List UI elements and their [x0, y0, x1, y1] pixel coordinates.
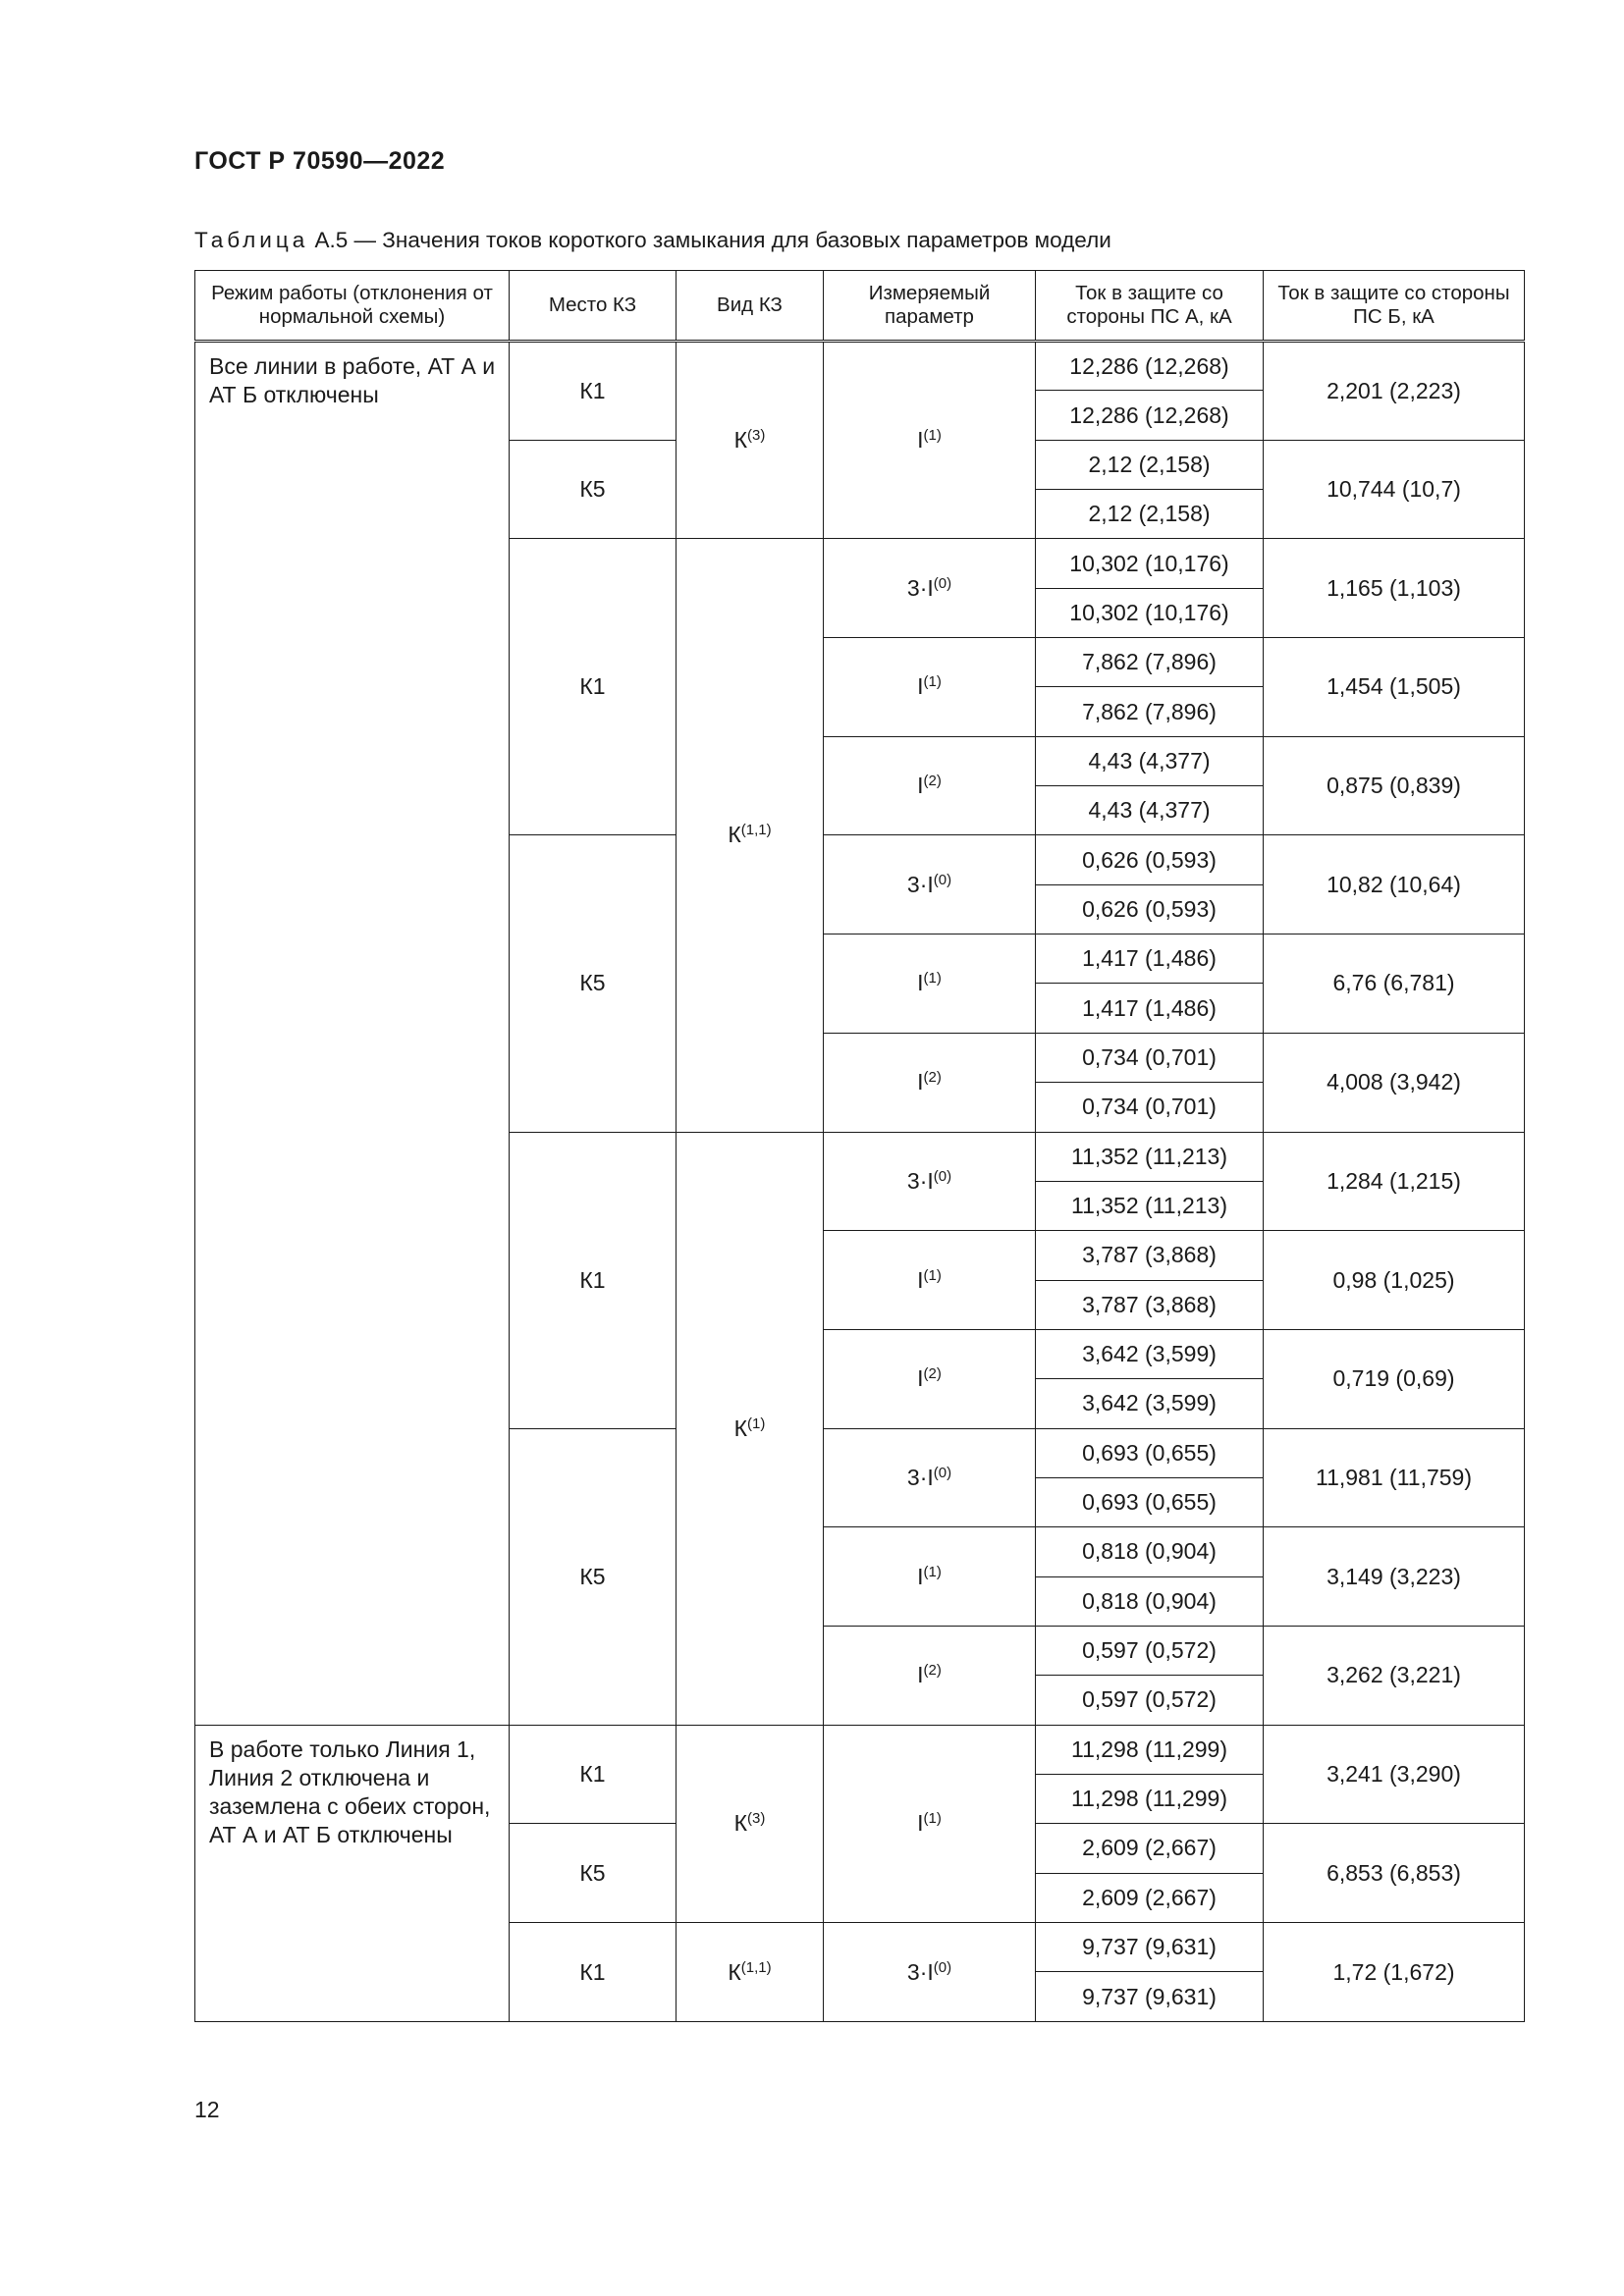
current-b-cell: 3,241 (3,290): [1264, 1725, 1525, 1824]
current-a-cell: 4,43 (4,377): [1036, 786, 1264, 835]
param-cell: $3\cdot I^{(0)}$: [824, 1132, 1036, 1231]
current-a-cell: 1,417 (1,486): [1036, 934, 1264, 984]
param-cell: $I^{(2)}$: [824, 736, 1036, 835]
place-cell: К1: [510, 1725, 677, 1824]
current-a-cell: 0,693 (0,655): [1036, 1428, 1264, 1477]
kind-cell: $К^{(1)}$: [677, 1132, 824, 1725]
current-a-cell: 3,642 (3,599): [1036, 1329, 1264, 1378]
table-caption-text: — Значения токов короткого замыкания для базовых параметров модели: [353, 228, 1111, 252]
current-a-cell: 2,12 (2,158): [1036, 490, 1264, 539]
current-a-cell: 0,818 (0,904): [1036, 1576, 1264, 1626]
current-a-cell: 0,734 (0,701): [1036, 1083, 1264, 1132]
param-cell: $3\cdot I^{(0)}$: [824, 1428, 1036, 1527]
current-b-cell: 6,76 (6,781): [1264, 934, 1525, 1034]
kind-cell: $К^{(3)}$: [677, 342, 824, 539]
table-caption-number: А.5: [314, 228, 349, 252]
table-caption-label: Таблица: [194, 228, 309, 252]
param-cell: $3\cdot I^{(0)}$: [824, 539, 1036, 638]
param-cell: $I^{(2)}$: [824, 1626, 1036, 1725]
param-cell: $I^{(1)}$: [824, 638, 1036, 737]
short-circuit-table: [194, 270, 1525, 2022]
current-a-cell: 9,737 (9,631): [1036, 1923, 1264, 1972]
current-a-cell: 10,302 (10,176): [1036, 588, 1264, 637]
table-header-row: [195, 271, 1525, 342]
current-b-cell: 10,82 (10,64): [1264, 835, 1525, 934]
current-b-cell: 0,98 (1,025): [1264, 1231, 1525, 1330]
current-a-cell: 4,43 (4,377): [1036, 736, 1264, 785]
current-a-cell: 3,787 (3,868): [1036, 1280, 1264, 1329]
header-current-a: Ток в защите со стороны ПС А, кА: [1036, 271, 1264, 342]
current-b-cell: 11,981 (11,759): [1264, 1428, 1525, 1527]
mode-cell: Все линии в работе, АТ А и АТ Б отключены: [195, 342, 510, 1726]
current-a-cell: 3,642 (3,599): [1036, 1379, 1264, 1428]
current-b-cell: 1,165 (1,103): [1264, 539, 1525, 638]
param-cell: $I^{(1)}$: [824, 1231, 1036, 1330]
kind-cell: К$^{(1,1)}$: [677, 539, 824, 1132]
param-cell: $3\cdot I^{(0)}$: [824, 1923, 1036, 2022]
current-a-cell: 11,298 (11,299): [1036, 1725, 1264, 1774]
place-cell: К5: [510, 440, 677, 539]
current-a-cell: 12,286 (12,268): [1036, 391, 1264, 440]
header-mode: Режим работы (отклонения от нормальной схемы): [195, 271, 510, 342]
current-b-cell: 4,008 (3,942): [1264, 1033, 1525, 1132]
current-b-cell: 0,875 (0,839): [1264, 736, 1525, 835]
current-b-cell: 3,149 (3,223): [1264, 1527, 1525, 1627]
kind-cell: $К^{(3)}$: [677, 1725, 824, 1922]
current-b-cell: 2,201 (2,223): [1264, 342, 1525, 441]
current-a-cell: 0,734 (0,701): [1036, 1033, 1264, 1082]
current-b-cell: 10,744 (10,7): [1264, 440, 1525, 539]
place-cell: К5: [510, 835, 677, 1132]
current-a-cell: 0,626 (0,593): [1036, 835, 1264, 884]
table-row: [195, 1725, 1525, 1774]
param-cell: $3\cdot I^{(0)}$: [824, 835, 1036, 934]
param-cell: $I^{(1)}$: [824, 1725, 1036, 1922]
current-a-cell: 0,818 (0,904): [1036, 1527, 1264, 1576]
place-cell: К5: [510, 1824, 677, 1923]
current-a-cell: 7,862 (7,896): [1036, 638, 1264, 687]
page-number: 12: [194, 2097, 220, 2122]
param-cell: $I^{(1)}$: [824, 1527, 1036, 1627]
current-a-cell: 11,352 (11,213): [1036, 1181, 1264, 1230]
place-cell: К5: [510, 1428, 677, 1725]
table-caption: [194, 228, 1111, 253]
current-a-cell: 1,417 (1,486): [1036, 984, 1264, 1033]
current-a-cell: 2,609 (2,667): [1036, 1873, 1264, 1922]
current-a-cell: 0,597 (0,572): [1036, 1626, 1264, 1675]
place-cell: К1: [510, 539, 677, 835]
param-cell: $I^{(1)}$: [824, 342, 1036, 539]
current-a-cell: 3,787 (3,868): [1036, 1231, 1264, 1280]
current-a-cell: 12,286 (12,268): [1036, 342, 1264, 391]
current-b-cell: 1,72 (1,672): [1264, 1923, 1525, 2022]
place-cell: К1: [510, 1923, 677, 2022]
current-a-cell: 11,352 (11,213): [1036, 1132, 1264, 1181]
header-current-b: Ток в защите со стороны ПС Б, кА: [1264, 271, 1525, 342]
document-header: ГОСТ Р 70590—2022: [194, 147, 446, 175]
current-a-cell: 0,626 (0,593): [1036, 884, 1264, 934]
param-cell: $I^{(1)}$: [824, 934, 1036, 1034]
param-cell: $I^{(2)}$: [824, 1033, 1036, 1132]
param-cell: $I^{(2)}$: [824, 1329, 1036, 1428]
current-b-cell: 1,454 (1,505): [1264, 638, 1525, 737]
current-b-cell: 3,262 (3,221): [1264, 1626, 1525, 1725]
header-place: Место КЗ: [510, 271, 677, 342]
kind-cell: К$^{(1,1)}$: [677, 1923, 824, 2022]
current-a-cell: 0,693 (0,655): [1036, 1477, 1264, 1526]
header-kind: Вид КЗ: [677, 271, 824, 342]
current-a-cell: 10,302 (10,176): [1036, 539, 1264, 588]
current-a-cell: 9,737 (9,631): [1036, 1972, 1264, 2022]
current-b-cell: 1,284 (1,215): [1264, 1132, 1525, 1231]
place-cell: К1: [510, 342, 677, 441]
current-b-cell: 6,853 (6,853): [1264, 1824, 1525, 1923]
mode-cell: В работе только Линия 1, Линия 2 отключена и заземлена с обеих сторон, АТ А и АТ Б отключены: [195, 1725, 510, 2021]
place-cell: К1: [510, 1132, 677, 1428]
header-param: Измеряемый параметр: [824, 271, 1036, 342]
table-row: [195, 342, 1525, 391]
current-a-cell: 0,597 (0,572): [1036, 1676, 1264, 1725]
current-a-cell: 2,12 (2,158): [1036, 440, 1264, 489]
current-a-cell: 7,862 (7,896): [1036, 687, 1264, 736]
current-a-cell: 2,609 (2,667): [1036, 1824, 1264, 1873]
current-a-cell: 11,298 (11,299): [1036, 1774, 1264, 1823]
current-b-cell: 0,719 (0,69): [1264, 1329, 1525, 1428]
